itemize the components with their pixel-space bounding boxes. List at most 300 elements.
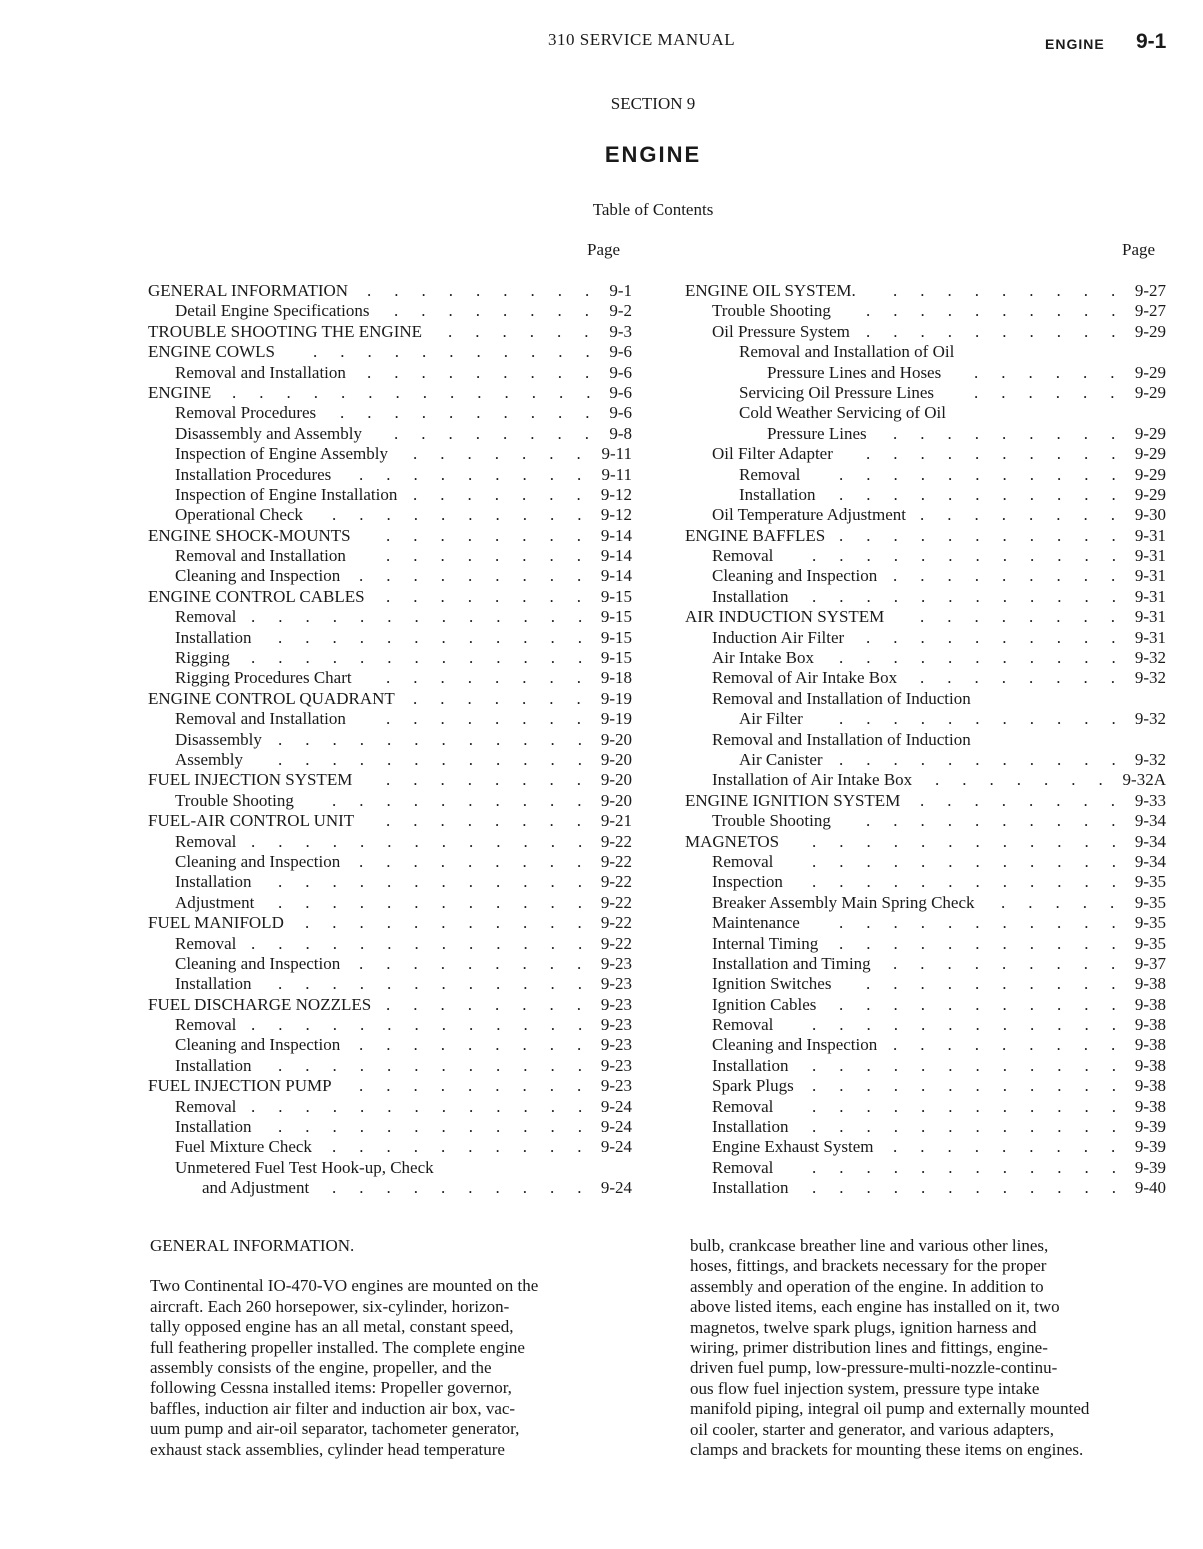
toc-entry-label: Removal and Installation bbox=[175, 362, 346, 382]
leader-dots: .......... bbox=[866, 974, 1139, 994]
toc-entry-label: Removal Procedures bbox=[175, 403, 317, 423]
leader-dots: ........... bbox=[839, 525, 1139, 545]
toc-entry-label: Fuel Mixture Check bbox=[175, 1137, 312, 1157]
toc-entry-label: Oil Filter Adapter bbox=[712, 444, 833, 464]
toc-entry bbox=[148, 424, 632, 444]
toc-entry bbox=[148, 811, 632, 831]
toc-entry bbox=[148, 546, 632, 566]
toc-entry-label: Removal and Installation bbox=[175, 546, 346, 566]
toc-entry bbox=[685, 668, 1166, 688]
toc-entry-label: Removal and Installation of Induction bbox=[712, 688, 971, 708]
toc-entry-page: 9-38 bbox=[1134, 1015, 1166, 1035]
toc-entry-page: 9-31 bbox=[1134, 586, 1166, 606]
toc-entry bbox=[685, 648, 1166, 668]
body-text-line: magnetos, twelve spark plugs, ignition harness and bbox=[690, 1317, 1037, 1337]
body-text-line: bulb, crankcase breather line and various other lines, bbox=[690, 1236, 1049, 1255]
body-text-line: following Cessna installed items: Propeller governor, bbox=[150, 1378, 512, 1398]
toc-entry-label: Removal and Installation bbox=[175, 709, 346, 729]
toc-entry-label: Removal of Air Intake Box bbox=[712, 668, 898, 688]
leader-dots: ....... bbox=[413, 484, 604, 504]
toc-entry bbox=[148, 1117, 632, 1137]
toc-entry-page: 9-38 bbox=[1134, 1096, 1166, 1116]
general-info-right-text bbox=[690, 1236, 1195, 1460]
toc-entry-label: ENGINE BAFFLES bbox=[685, 525, 826, 545]
toc-entry bbox=[148, 668, 632, 688]
leader-dots: ........ bbox=[386, 586, 604, 606]
toc-entry bbox=[685, 444, 1166, 464]
toc-entry-label: Servicing Oil Pressure Lines bbox=[739, 382, 934, 402]
toc-entry-label: ENGINE CONTROL CABLES bbox=[148, 586, 365, 606]
toc-entry-page: 9-15 bbox=[600, 607, 632, 627]
leader-dots: ........... bbox=[839, 913, 1139, 933]
toc-entry bbox=[148, 485, 632, 505]
toc-entry-page: 9-14 bbox=[600, 546, 632, 566]
toc-entry-label: Inspection bbox=[712, 872, 783, 892]
toc-entry-label: Cleaning and Inspection bbox=[175, 851, 341, 871]
toc-entry bbox=[685, 709, 1166, 729]
toc-entry bbox=[148, 995, 632, 1015]
toc-entry-page: 9-32A bbox=[1122, 770, 1166, 790]
leader-dots: ............ bbox=[812, 1157, 1139, 1177]
toc-entry bbox=[148, 750, 632, 770]
toc-entry bbox=[685, 1076, 1166, 1096]
leader-dots: ............. bbox=[251, 648, 606, 668]
toc-entry bbox=[148, 648, 632, 668]
toc-entry-page: 9-31 bbox=[1134, 566, 1166, 586]
leader-dots: ............ bbox=[812, 1096, 1139, 1116]
toc-entry bbox=[148, 403, 632, 423]
toc-entry-page: 9-6 bbox=[609, 403, 632, 423]
toc-entry-page: 9-12 bbox=[600, 484, 632, 504]
toc-entry bbox=[148, 893, 632, 913]
toc-entry-label: FUEL-AIR CONTROL UNIT bbox=[148, 811, 355, 831]
leader-dots: ......... bbox=[359, 464, 605, 484]
leader-dots: ....... bbox=[413, 444, 604, 464]
leader-dots: .......... bbox=[866, 321, 1139, 341]
toc-entry-label: Engine Exhaust System bbox=[712, 1137, 874, 1157]
toc-entry-label: Inspection of Engine Assembly bbox=[175, 444, 388, 464]
leader-dots: ........ bbox=[394, 301, 612, 321]
leader-dots: ........... bbox=[839, 464, 1139, 484]
toc-entry-page: 9-22 bbox=[600, 872, 632, 892]
toc-entry-page: 9-35 bbox=[1134, 913, 1166, 933]
toc-entry-label: Ignition Cables bbox=[712, 994, 817, 1014]
leader-dots: ......... bbox=[893, 423, 1139, 443]
body-text-line: manifold piping, integral oil pump and externally mounted bbox=[690, 1399, 1090, 1419]
toc-entry bbox=[685, 872, 1166, 892]
toc-entry bbox=[685, 607, 1166, 627]
toc-entry-page: 9-35 bbox=[1134, 933, 1166, 953]
toc-entry-label: Ignition Switches bbox=[712, 974, 832, 994]
leader-dots: .......... bbox=[866, 301, 1139, 321]
toc-entry-page: 9-6 bbox=[609, 362, 632, 382]
leader-dots: ........ bbox=[386, 709, 604, 729]
toc-entry-label: Cleaning and Inspection bbox=[175, 953, 341, 973]
toc-entry-page: 9-23 bbox=[600, 974, 632, 994]
toc-left-column bbox=[148, 281, 632, 1199]
toc-entry bbox=[685, 342, 1166, 362]
toc-entry-page: 9-3 bbox=[609, 321, 632, 341]
toc-entry-page: 9-18 bbox=[600, 668, 632, 688]
leader-dots: ..... bbox=[1001, 892, 1138, 912]
toc-entry-page: 9-15 bbox=[600, 648, 632, 668]
toc-entry bbox=[685, 791, 1166, 811]
body-text-line: assembly consists of the engine, propeller, and the bbox=[150, 1358, 492, 1378]
toc-entry bbox=[148, 1158, 632, 1178]
toc-entry-page: 9-34 bbox=[1134, 831, 1166, 851]
toc-entry bbox=[685, 689, 1166, 709]
toc-entry bbox=[685, 913, 1166, 933]
leader-dots: ........ bbox=[920, 505, 1138, 525]
body-text-line: driven fuel pump, low-pressure-multi-nozzle-continu- bbox=[690, 1358, 1058, 1378]
toc-entry-page: 9-24 bbox=[600, 1117, 632, 1137]
toc-entry bbox=[148, 770, 632, 790]
leader-dots: ............. bbox=[251, 933, 606, 953]
leader-dots: ......... bbox=[359, 1076, 605, 1096]
leader-dots: ........ bbox=[386, 668, 604, 688]
leader-dots: .......... bbox=[866, 627, 1139, 647]
toc-entry-label: Internal Timing bbox=[712, 933, 819, 953]
toc-entry-page: 9-23 bbox=[600, 953, 632, 973]
toc-entry bbox=[148, 974, 632, 994]
toc-entry bbox=[148, 791, 632, 811]
body-text-line: assembly and operation of the engine. In addition to bbox=[690, 1276, 1044, 1296]
leader-dots: ........ bbox=[920, 790, 1138, 810]
toc-entry bbox=[148, 872, 632, 892]
toc-entry-label: Installation bbox=[175, 1055, 252, 1075]
toc-entry bbox=[148, 1178, 632, 1198]
leader-dots: ......... bbox=[367, 281, 613, 300]
toc-entry-label: FUEL INJECTION SYSTEM bbox=[148, 770, 353, 790]
toc-entry-page: 9-19 bbox=[600, 709, 632, 729]
leader-dots: ......... bbox=[893, 566, 1139, 586]
leader-dots: ............. bbox=[251, 607, 606, 627]
leader-dots: ....... bbox=[413, 688, 604, 708]
toc-entry-label: Removal bbox=[175, 607, 237, 627]
leader-dots: ........ bbox=[386, 770, 604, 790]
leader-dots: ........... bbox=[839, 484, 1139, 504]
toc-entry-label: FUEL DISCHARGE NOZZLES bbox=[148, 994, 372, 1014]
leader-dots: ............ bbox=[278, 892, 605, 912]
body-text-line: Two Continental IO-470-VO engines are mounted on the bbox=[150, 1276, 539, 1296]
leader-dots: ......... bbox=[359, 851, 605, 871]
toc-entry bbox=[148, 444, 632, 464]
toc-entry bbox=[685, 1035, 1166, 1055]
toc-entry-page: 9-27 bbox=[1134, 301, 1166, 321]
toc-entry-page: 9-22 bbox=[600, 913, 632, 933]
toc-entry-label: Removal bbox=[175, 1096, 237, 1116]
leader-dots: .............. bbox=[232, 382, 614, 402]
toc-entry-label: Removal and Installation of Oil bbox=[739, 342, 955, 362]
toc-entry bbox=[685, 505, 1166, 525]
toc-entry-page: 9-27 bbox=[1134, 281, 1166, 300]
toc-entry-label: Installation bbox=[712, 586, 789, 606]
toc-entry-label: Installation bbox=[175, 872, 252, 892]
toc-entry-label: Installation bbox=[712, 1117, 789, 1137]
toc-entry-page: 9-33 bbox=[1134, 790, 1166, 810]
leader-dots: ...... bbox=[974, 362, 1138, 382]
toc-entry-label: ENGINE OIL SYSTEM. bbox=[685, 281, 856, 300]
toc-entry-label: Breaker Assembly Main Spring Check bbox=[712, 892, 975, 912]
leader-dots: ......... bbox=[893, 1035, 1139, 1055]
toc-title: Table of Contents bbox=[592, 200, 714, 219]
toc-entry bbox=[148, 1137, 632, 1157]
toc-entry-label: Induction Air Filter bbox=[712, 627, 845, 647]
leader-dots: ............ bbox=[278, 729, 605, 749]
toc-entry-page: 9-20 bbox=[600, 770, 632, 790]
toc-entry-label: Removal bbox=[712, 546, 774, 566]
toc-entry-page: 9-38 bbox=[1134, 974, 1166, 994]
toc-entry-label: Trouble Shooting bbox=[712, 811, 831, 831]
toc-entry bbox=[685, 383, 1166, 403]
toc-entry-page: 9-32 bbox=[1134, 668, 1166, 688]
leader-dots: ...... bbox=[448, 321, 612, 341]
leader-dots: ............ bbox=[278, 872, 605, 892]
toc-entry-label: Installation bbox=[175, 974, 252, 994]
body-text-line: uum pump and air-oil separator, tachometer generator, bbox=[150, 1419, 520, 1439]
toc-entry-label: Assembly bbox=[175, 749, 243, 769]
toc-entry-label: Pressure Lines bbox=[767, 423, 867, 443]
toc-entry-label: Removal bbox=[175, 1015, 237, 1035]
toc-entry-page: 9-11 bbox=[601, 444, 632, 464]
toc-entry bbox=[148, 526, 632, 546]
leader-dots: ........ bbox=[386, 546, 604, 566]
toc-entry-page: 9-32 bbox=[1134, 709, 1166, 729]
leader-dots: ............. bbox=[251, 831, 606, 851]
toc-entry bbox=[685, 893, 1166, 913]
toc-entry-page: 9-6 bbox=[609, 342, 632, 362]
leader-dots: ....... bbox=[935, 770, 1126, 790]
toc-entry-page: 9-30 bbox=[1134, 505, 1166, 525]
toc-entry bbox=[685, 301, 1166, 321]
leader-dots: ......... bbox=[893, 1137, 1139, 1157]
toc-entry-label: Removal bbox=[739, 464, 801, 484]
toc-entry-label: Installation of Air Intake Box bbox=[712, 770, 913, 790]
toc-entry-page: 9-8 bbox=[609, 423, 632, 443]
toc-entry bbox=[148, 913, 632, 933]
toc-entry bbox=[685, 1117, 1166, 1137]
toc-entry bbox=[148, 465, 632, 485]
manual-title: 310 SERVICE MANUAL bbox=[548, 30, 736, 49]
toc-entry-page: 9-29 bbox=[1134, 423, 1166, 443]
section-title: ENGINE bbox=[604, 142, 702, 167]
leader-dots: ............ bbox=[278, 1117, 605, 1137]
toc-entry bbox=[148, 383, 632, 403]
toc-entry-label: Cleaning and Inspection bbox=[712, 1035, 878, 1055]
toc-entry-page: 9-23 bbox=[600, 1055, 632, 1075]
toc-entry bbox=[685, 281, 1166, 301]
toc-entry-page: 9-29 bbox=[1134, 321, 1166, 341]
leader-dots: ............. bbox=[251, 1015, 606, 1035]
toc-entry bbox=[148, 1015, 632, 1035]
leader-dots: .......... bbox=[340, 403, 613, 423]
toc-entry bbox=[148, 689, 632, 709]
toc-entry-label: ENGINE bbox=[148, 382, 212, 402]
toc-entry-label: Oil Temperature Adjustment bbox=[712, 505, 906, 525]
leader-dots: ............ bbox=[278, 627, 605, 647]
leader-dots: ......... bbox=[359, 953, 605, 973]
body-text-line: hoses, fittings, and brackets necessary for the proper bbox=[690, 1256, 1047, 1276]
leader-dots: ........... bbox=[839, 749, 1139, 769]
toc-entry-page: 9-39 bbox=[1134, 1117, 1166, 1137]
toc-entry-page: 9-22 bbox=[600, 892, 632, 912]
toc-entry-label: Disassembly bbox=[175, 729, 262, 749]
toc-entry-label: ENGINE SHOCK-MOUNTS bbox=[148, 525, 351, 545]
toc-entry bbox=[685, 1158, 1166, 1178]
body-text-line: full feathering propeller installed. The complete engine bbox=[150, 1337, 525, 1357]
toc-entry-label: Removal bbox=[175, 933, 237, 953]
toc-entry bbox=[685, 832, 1166, 852]
toc-entry-label: MAGNETOS bbox=[685, 831, 780, 851]
toc-entry bbox=[148, 342, 632, 362]
toc-entry-label: Cold Weather Servicing of Oil bbox=[739, 403, 946, 423]
toc-entry-page: 9-1 bbox=[609, 281, 632, 300]
toc-entry-label: Installation bbox=[175, 627, 252, 647]
toc-entry-page: 9-20 bbox=[600, 790, 632, 810]
toc-entry-label: Cleaning and Inspection bbox=[175, 1035, 341, 1055]
leader-dots: ......... bbox=[359, 566, 605, 586]
toc-entry bbox=[148, 1056, 632, 1076]
toc-entry bbox=[685, 954, 1166, 974]
body-text-line: oil cooler, starter and generator, and various adapters, bbox=[690, 1419, 1054, 1439]
toc-entry-page: 9-2 bbox=[609, 301, 632, 321]
toc-entry bbox=[685, 730, 1166, 750]
leader-dots: ........... bbox=[839, 648, 1139, 668]
toc-entry-page: 9-22 bbox=[600, 933, 632, 953]
general-info-left-column bbox=[150, 1236, 640, 1460]
toc-entry-page: 9-38 bbox=[1134, 1055, 1166, 1075]
toc-entry bbox=[685, 485, 1166, 505]
leader-dots: ........... bbox=[839, 994, 1139, 1014]
toc-entry-page: 9-14 bbox=[600, 566, 632, 586]
toc-entry-page: 9-39 bbox=[1134, 1157, 1166, 1177]
leader-dots: ............ bbox=[278, 1055, 605, 1075]
leader-dots: .......... bbox=[866, 811, 1139, 831]
leader-dots: ......... bbox=[359, 1035, 605, 1055]
toc-entry-label: Air Filter bbox=[739, 709, 803, 729]
toc-entry bbox=[685, 1056, 1166, 1076]
toc-entry-label: Air Canister bbox=[739, 749, 823, 769]
leader-dots: ............ bbox=[278, 749, 605, 769]
toc-entry-label: Trouble Shooting bbox=[175, 790, 294, 810]
toc-entry bbox=[685, 995, 1166, 1015]
toc-entry-label: Disassembly and Assembly bbox=[175, 423, 362, 443]
toc-entry bbox=[685, 750, 1166, 770]
toc-right-page-header: Page bbox=[1122, 240, 1156, 259]
body-text-line: wiring, primer distribution lines and fittings, engine- bbox=[690, 1338, 1048, 1358]
leader-dots: .......... bbox=[332, 1178, 605, 1198]
leader-dots: ........ bbox=[920, 668, 1138, 688]
toc-entry-label: Adjustment bbox=[175, 892, 255, 912]
toc-entry-page: 9-34 bbox=[1134, 811, 1166, 831]
toc-entry bbox=[685, 403, 1166, 423]
toc-entry bbox=[148, 954, 632, 974]
toc-entry bbox=[148, 832, 632, 852]
toc-entry-page: 9-19 bbox=[600, 688, 632, 708]
leader-dots: ........... bbox=[839, 709, 1139, 729]
toc-entry-label: Unmetered Fuel Test Hook-up, Check bbox=[175, 1157, 434, 1177]
leader-dots: ............ bbox=[812, 872, 1139, 892]
leader-dots: ........... bbox=[839, 933, 1139, 953]
toc-entry bbox=[685, 465, 1166, 485]
toc-entry-page: 9-22 bbox=[600, 831, 632, 851]
toc-entry bbox=[148, 607, 632, 627]
toc-entry-label: Installation and Timing bbox=[712, 953, 871, 973]
leader-dots: ........ bbox=[920, 607, 1138, 627]
toc-entry bbox=[148, 852, 632, 872]
toc-entry-label: GENERAL INFORMATION bbox=[148, 281, 349, 300]
leader-dots: ......... bbox=[893, 953, 1139, 973]
toc-entry-page: 9-31 bbox=[1134, 546, 1166, 566]
general-info-heading: GENERAL INFORMATION. bbox=[150, 1236, 355, 1255]
leader-dots: ........ bbox=[386, 525, 604, 545]
toc-entry-page: 9-32 bbox=[1134, 749, 1166, 769]
toc-entry-page: 9-38 bbox=[1134, 1076, 1166, 1096]
toc-entry-label: Cleaning and Inspection bbox=[712, 566, 878, 586]
toc-entry-page: 9-24 bbox=[600, 1178, 632, 1198]
toc-entry-label: Trouble Shooting bbox=[712, 301, 831, 321]
leader-dots: .......... bbox=[866, 444, 1139, 464]
leader-dots: ............ bbox=[812, 831, 1139, 851]
toc-entry bbox=[685, 770, 1166, 790]
toc-entry-page: 9-31 bbox=[1134, 607, 1166, 627]
toc-entry-label: Oil Pressure System bbox=[712, 321, 850, 341]
toc-entry-page: 9-31 bbox=[1134, 525, 1166, 545]
leader-dots: ........ bbox=[394, 423, 612, 443]
toc-entry-label: Removal bbox=[712, 1157, 774, 1177]
toc-entry-page: 9-23 bbox=[600, 1076, 632, 1096]
general-info-left-text bbox=[150, 1276, 640, 1460]
leader-dots: ............ bbox=[812, 1117, 1139, 1137]
leader-dots: .......... bbox=[332, 1137, 605, 1157]
toc-entry bbox=[148, 934, 632, 954]
leader-dots: .......... bbox=[332, 790, 605, 810]
toc-entry-page: 9-34 bbox=[1134, 851, 1166, 871]
leader-dots: .......... bbox=[332, 505, 605, 525]
toc-entry bbox=[685, 934, 1166, 954]
toc-entry-page: 9-29 bbox=[1134, 444, 1166, 464]
toc-entry bbox=[148, 587, 632, 607]
toc-entry bbox=[148, 301, 632, 321]
body-text-line: aircraft. Each 260 horsepower, six-cylinder, horizon- bbox=[150, 1296, 510, 1316]
toc-entry-page: 9-38 bbox=[1134, 994, 1166, 1014]
leader-dots: ............ bbox=[812, 586, 1139, 606]
toc-entry-page: 9-15 bbox=[600, 627, 632, 647]
toc-entry-page: 9-31 bbox=[1134, 627, 1166, 647]
toc-entry-page: 9-14 bbox=[600, 525, 632, 545]
toc-entry-label: Installation Procedures bbox=[175, 464, 332, 484]
toc-entry-label: Air Intake Box bbox=[712, 648, 814, 668]
toc-entry-label: FUEL MANIFOLD bbox=[148, 913, 284, 933]
toc-entry bbox=[148, 628, 632, 648]
toc-entry-label: Installation bbox=[739, 484, 816, 504]
toc-entry-label: Installation bbox=[712, 1055, 789, 1075]
running-section-tag: ENGINE bbox=[1045, 36, 1105, 52]
toc-entry-label: ENGINE CONTROL QUADRANT bbox=[148, 688, 395, 708]
toc-entry bbox=[148, 322, 632, 342]
leader-dots: ............ bbox=[812, 851, 1139, 871]
toc-entry-label: Operational Check bbox=[175, 505, 303, 525]
toc-entry bbox=[148, 1076, 632, 1096]
body-text-line: tally opposed engine has an all metal, constant speed, bbox=[150, 1317, 514, 1337]
toc-entry-label: FUEL INJECTION PUMP bbox=[148, 1076, 332, 1096]
toc-entry-label: TROUBLE SHOOTING THE ENGINE bbox=[148, 321, 423, 341]
body-text-line: above listed items, each engine has installed on it, two bbox=[690, 1297, 1060, 1317]
toc-entry-label: Rigging Procedures Chart bbox=[175, 668, 352, 688]
toc-entry-page: 9-29 bbox=[1134, 464, 1166, 484]
toc-entry-page: 9-24 bbox=[600, 1137, 632, 1157]
toc-entry-label: Pressure Lines and Hoses bbox=[767, 362, 942, 382]
